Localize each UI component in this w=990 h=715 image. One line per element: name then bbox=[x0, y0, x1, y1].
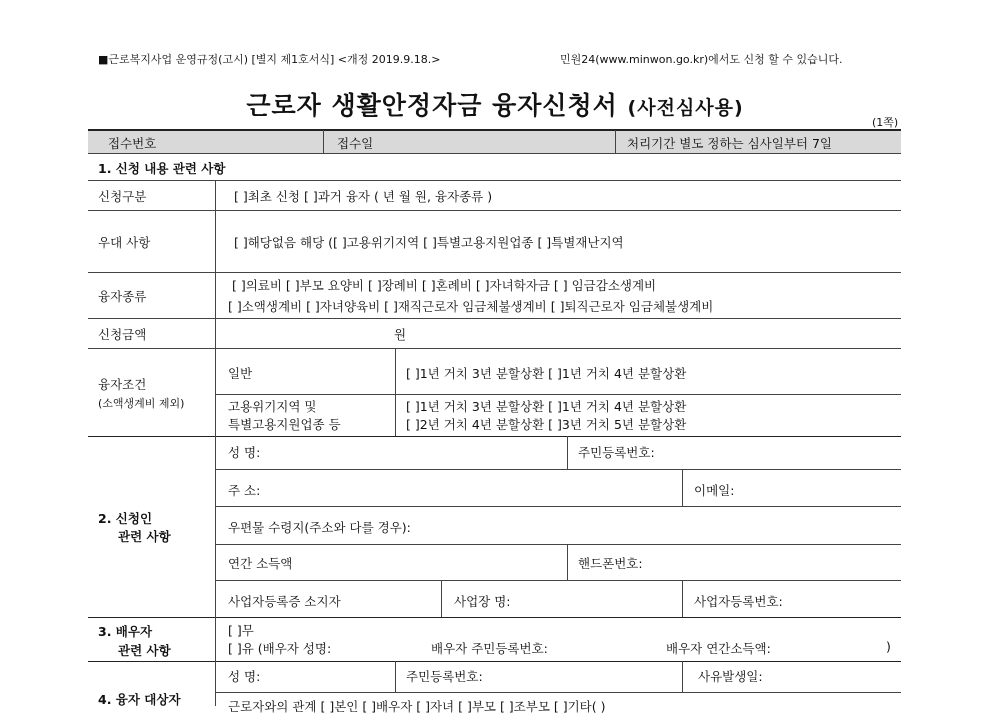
rule bbox=[215, 544, 901, 545]
section-3-heading-line-1: 3. 배우자 bbox=[98, 624, 153, 639]
loan-type-line-1[interactable]: [ ]의료비 [ ]부모 요양비 [ ]장례비 [ ]혼례비 [ ]자녀학자금 [ ] 임금감소생계비 bbox=[232, 278, 657, 293]
loan-type-label: 융자종류 bbox=[98, 289, 147, 304]
spouse-close-paren: ) bbox=[886, 639, 891, 654]
rule bbox=[682, 469, 683, 506]
condition-general-options[interactable]: [ ]1년 거치 3년 분할상환 [ ]1년 거치 4년 분할상환 bbox=[406, 366, 687, 381]
target-rrn-label[interactable]: 주민등록번호: bbox=[406, 669, 483, 684]
rule bbox=[567, 544, 568, 580]
spouse-none-option[interactable]: [ ]무 bbox=[228, 623, 254, 638]
rule bbox=[88, 348, 901, 349]
rule bbox=[395, 348, 396, 437]
loan-condition-note: (소액생계비 제외) bbox=[98, 397, 185, 410]
rule bbox=[88, 210, 901, 211]
rule bbox=[567, 436, 568, 469]
receipt-date-label: 접수일 bbox=[337, 136, 374, 151]
amount-unit: 원 bbox=[394, 327, 407, 342]
rule bbox=[215, 580, 901, 581]
rule bbox=[682, 661, 683, 693]
spouse-yes-option[interactable]: [ ]유 (배우자 성명: bbox=[228, 641, 332, 656]
mailing-address-label[interactable]: 우편물 수령지(주소와 다를 경우): bbox=[228, 520, 411, 535]
section-1-heading: 1. 신청 내용 관련 사항 bbox=[98, 161, 226, 176]
spouse-rrn-label[interactable]: 배우자 주민등록번호: bbox=[431, 641, 548, 656]
rule bbox=[88, 436, 901, 437]
rule bbox=[215, 661, 216, 706]
mobile-number-label[interactable]: 핸드폰번호: bbox=[578, 556, 643, 571]
rule bbox=[682, 580, 683, 618]
incident-date-label[interactable]: 사유발생일: bbox=[698, 669, 763, 684]
loan-condition-label: 융자조건 bbox=[98, 377, 147, 392]
receipt-number-label: 접수번호 bbox=[108, 136, 157, 151]
form-title-main: 근로자 생활안정자금 융자신청서 bbox=[246, 91, 618, 120]
rule bbox=[323, 130, 324, 153]
business-registrant-label[interactable]: 사업자등록증 소지자 bbox=[228, 594, 341, 609]
spouse-income-label[interactable]: 배우자 연간소득액: bbox=[666, 641, 771, 656]
applicant-rrn-label[interactable]: 주민등록번호: bbox=[578, 445, 655, 460]
category-label: 신청구분 bbox=[98, 189, 147, 204]
business-number-label[interactable]: 사업자등록번호: bbox=[694, 594, 783, 609]
rule bbox=[215, 692, 901, 693]
rule bbox=[88, 661, 901, 662]
section-4-heading: 4. 융자 대상자 bbox=[98, 692, 181, 707]
section-2-heading-line-1: 2. 신청인 bbox=[98, 511, 153, 526]
condition-crisis-options-1[interactable]: [ ]1년 거치 3년 분할상환 [ ]1년 거치 4년 분할상환 bbox=[406, 399, 687, 414]
form-title bbox=[0, 86, 990, 122]
rule bbox=[88, 272, 901, 273]
rule bbox=[88, 153, 901, 154]
condition-crisis-label-2: 특별고용지원업종 등 bbox=[228, 417, 341, 432]
target-name-label[interactable]: 성 명: bbox=[228, 669, 261, 684]
relation-options[interactable]: 근로자와의 관계 [ ]본인 [ ]배우자 [ ]자녀 [ ]부모 [ ]조부모 [ ]기타( ) bbox=[228, 699, 606, 714]
section-2-heading-line-2: 관련 사항 bbox=[118, 529, 171, 544]
rule bbox=[615, 130, 616, 153]
condition-crisis-options-2[interactable]: [ ]2년 거치 4년 분할상환 [ ]3년 거치 5년 분할상환 bbox=[406, 417, 687, 432]
rule bbox=[215, 180, 216, 437]
loan-type-line-2[interactable]: [ ]소액생계비 [ ]자녀양육비 [ ]재직근로자 임금체불생계비 [ ]퇴직근로자 임금체불생계비 bbox=[228, 299, 714, 314]
rule bbox=[395, 661, 396, 693]
rule bbox=[215, 506, 901, 507]
page-number: (1쪽) bbox=[872, 116, 899, 129]
online-application-note: 민원24(www.minwon.go.kr)에서도 신청 할 수 있습니다. bbox=[560, 53, 843, 66]
rule bbox=[215, 436, 216, 618]
rule bbox=[215, 617, 216, 662]
rule bbox=[88, 180, 901, 181]
annual-income-label[interactable]: 연간 소득액 bbox=[228, 556, 293, 571]
rule bbox=[88, 617, 901, 618]
category-value[interactable]: [ ]최초 신청 [ ]과거 융자 ( 년 월 원, 융자종류 ) bbox=[234, 189, 493, 204]
condition-general-label: 일반 bbox=[228, 366, 253, 381]
form-title-sub: (사전심사용) bbox=[627, 97, 744, 119]
form-reference-note: ■근로복지사업 운영규정(고시) [별지 제1호서식] <개정 2019.9.18.> bbox=[98, 53, 441, 66]
business-name-label[interactable]: 사업장 명: bbox=[454, 594, 511, 609]
processing-period-label: 처리기간 별도 정하는 심사일부터 7일 bbox=[627, 136, 832, 151]
applicant-address-label[interactable]: 주 소: bbox=[228, 483, 261, 498]
preference-label: 우대 사항 bbox=[98, 235, 151, 250]
amount-label: 신청금액 bbox=[98, 327, 147, 342]
rule bbox=[215, 469, 901, 470]
rule bbox=[88, 129, 901, 131]
applicant-email-label[interactable]: 이메일: bbox=[694, 483, 735, 498]
rule bbox=[215, 394, 901, 395]
section-3-heading-line-2: 관련 사항 bbox=[118, 643, 171, 658]
applicant-name-label[interactable]: 성 명: bbox=[228, 445, 261, 460]
condition-crisis-label-1: 고용위기지역 및 bbox=[228, 399, 317, 414]
rule bbox=[88, 318, 901, 319]
preference-value[interactable]: [ ]해당없음 해당 ([ ]고용위기지역 [ ]특별고용지원업종 [ ]특별재난지역 bbox=[234, 235, 624, 250]
rule bbox=[441, 580, 442, 618]
